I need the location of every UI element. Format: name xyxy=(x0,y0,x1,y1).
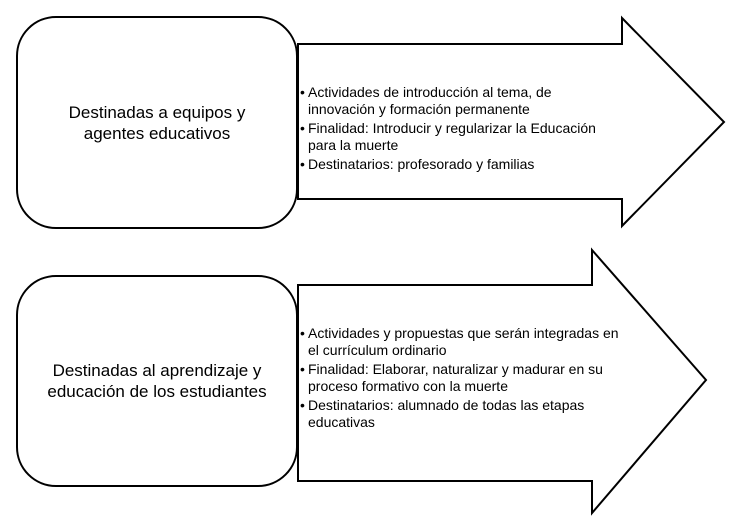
bullet-item xyxy=(300,397,620,431)
bullet-text: Actividades y propuestas que serán integradas en el currículum ordinario xyxy=(308,325,619,358)
box-aprendizaje-estudiantes xyxy=(16,275,298,487)
bullet-item xyxy=(300,361,620,395)
bullet-item xyxy=(300,325,620,359)
bullet-text: Destinatarios: alumnado de todas las etapas educativas xyxy=(308,397,585,430)
box-label: Destinadas al aprendizaje y educación de los estudiantes xyxy=(47,361,267,401)
bullet-item xyxy=(300,156,620,173)
bullet-marker: • xyxy=(300,156,305,172)
box-label: Destinadas a equipos y agentes educativos xyxy=(68,102,246,143)
bullet-item xyxy=(300,120,620,154)
bullet-marker: • xyxy=(300,361,305,377)
bullet-text: Actividades de introducción al tema, de innovación y formación permanente xyxy=(308,84,552,117)
arrow-1-bullet-list xyxy=(300,84,620,175)
arrow-2-bullet-list xyxy=(300,325,620,433)
box-equipos-agentes xyxy=(16,16,298,229)
bullet-marker: • xyxy=(300,325,305,341)
bullet-item xyxy=(300,84,620,118)
bullet-text: Finalidad: Elaborar, naturalizar y madurar en su proceso formativo con la muerte xyxy=(308,361,603,394)
bullet-text: Finalidad: Introducir y regularizar la Educación para la muerte xyxy=(308,120,596,153)
bullet-marker: • xyxy=(300,120,305,136)
bullet-marker: • xyxy=(300,84,305,100)
bullet-marker: • xyxy=(300,397,305,413)
bullet-text: Destinatarios: profesorado y familias xyxy=(308,156,535,172)
